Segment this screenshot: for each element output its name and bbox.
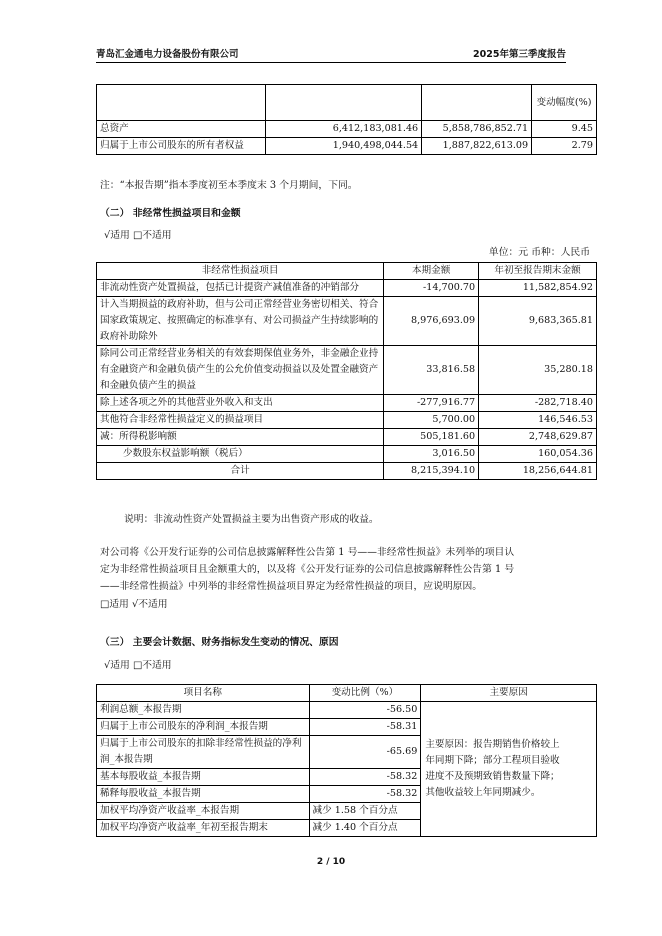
change-header: 变动幅度(%) [532, 85, 597, 121]
report-title: 2025年第三季度报告 [473, 49, 566, 60]
table-header-row: 项目名称 变动比例（%） 主要原因 [97, 685, 597, 702]
table-row: 归属于上市公司股东的扣除非经常性损益的净利润_本报告期 -65.69 [97, 736, 597, 769]
table-cell [266, 85, 422, 121]
table-row: 少数股东权益影响额（税后） 3,016.50 160,054.36 [97, 446, 597, 463]
table-row: 稀释每股收益_本报告期 -58.32 [97, 786, 597, 803]
applicable-checkbox: √适用 □不适用 [104, 230, 172, 241]
paragraph-line: 对公司将《公开发行证券的公司信息披露解释性公告第 1 号——非经常性损益》未列举的项目认 [100, 547, 515, 558]
table-row: 计入当期损益的政府补助，但与公司正常经营业务密切相关、符合国家政策规定、按照确定的标准享有、对公司损益产生持续影响的政府补助除外 8,976,693.09 9,683,365.81 [97, 297, 597, 346]
unit-label: 单位：元 币种：人民币 [488, 247, 590, 258]
balance-table [96, 84, 597, 155]
table-row: 总资产 6,412,183,081.46 5,858,786,852.71 9.45 [97, 121, 597, 138]
header-rule [96, 62, 566, 63]
paragraph-line: ——非经常性损益》中列举的非经常性损益项目界定为经常性损益的项目，应说明原因。 [100, 581, 483, 592]
table-row: 非流动性资产处置损益，包括已计提资产减值准备的冲销部分 -14,700.70 11,582,854.92 [97, 280, 597, 297]
table-row: 除同公司正常经营业务相关的有效套期保值业务外，非金融企业持有金融资产和金融负债产生的公允价值变动损益以及处置金融资产和金融负债产生的损益 33,816.58 35,280.18 [97, 346, 597, 395]
non-recurring-table [96, 262, 597, 480]
table-note: 说明：非流动性资产处置损益主要为出售资产形成的收益。 [124, 514, 379, 525]
table-row: 减：所得税影响额 505,181.60 2,748,629.87 [97, 429, 597, 446]
table-row: 利润总额_本报告期 -56.50 主要原因：报告期销售价格较上 年同期下降；部分工程项目验收 进度不及预期致销售数量下降； 其他收益较上年同期减少。 [97, 702, 597, 719]
table-cell [422, 85, 532, 121]
page-number: 2 / 10 [316, 857, 346, 867]
table-row: 除上述各项之外的其他营业外收入和支出 -277,916.77 -282,718.40 [97, 395, 597, 412]
table-row: 基本每股收益_本报告期 -58.32 [97, 769, 597, 786]
page-header [96, 46, 566, 62]
note-text: 注：“本报告期”指本季度初至本季度末 3 个月期间，下同。 [100, 180, 358, 191]
applicable-checkbox: □适用 √不适用 [100, 599, 168, 610]
paragraph-line: 定为非经常性损益项目且金额重大的，以及将《公开发行证券的公司信息披露解释性公告第 1 号 [100, 564, 515, 575]
table-row: 加权平均净资产收益率_本报告期 减少 1.58 个百分点 [97, 803, 597, 820]
table-cell [97, 85, 266, 121]
table-row: 归属于上市公司股东的净利润_本报告期 -58.31 [97, 719, 597, 736]
section-title: （二） 非经常性损益项目和金额 [100, 208, 241, 219]
applicable-checkbox: √适用 □不适用 [104, 660, 172, 671]
table-row: 其他符合非经常性损益定义的损益项目 5,700.00 146,546.53 [97, 412, 597, 429]
table-row: 归属于上市公司股东的所有者权益 1,940,498,044.54 1,887,822,613.09 2.79 [97, 138, 597, 155]
reason-cell: 主要原因：报告期销售价格较上 年同期下降；部分工程项目验收 进度不及预期致销售数量下降； 其他收益较上年同期减少。 [421, 702, 597, 837]
table-row: 加权平均净资产收益率_年初至报告期末 减少 1.40 个百分点 [97, 820, 597, 837]
change-table [96, 684, 597, 837]
section-title: （三） 主要会计数据、财务指标发生变动的情况、原因 [100, 637, 339, 648]
company-name: 青岛汇金通电力设备股份有限公司 [96, 49, 239, 60]
table-header-row: 非经常性损益项目 本期金额 年初至报告期末金额 [97, 263, 597, 280]
table-total-row: 合计 8,215,394.10 18,256,644.81 [97, 463, 597, 480]
